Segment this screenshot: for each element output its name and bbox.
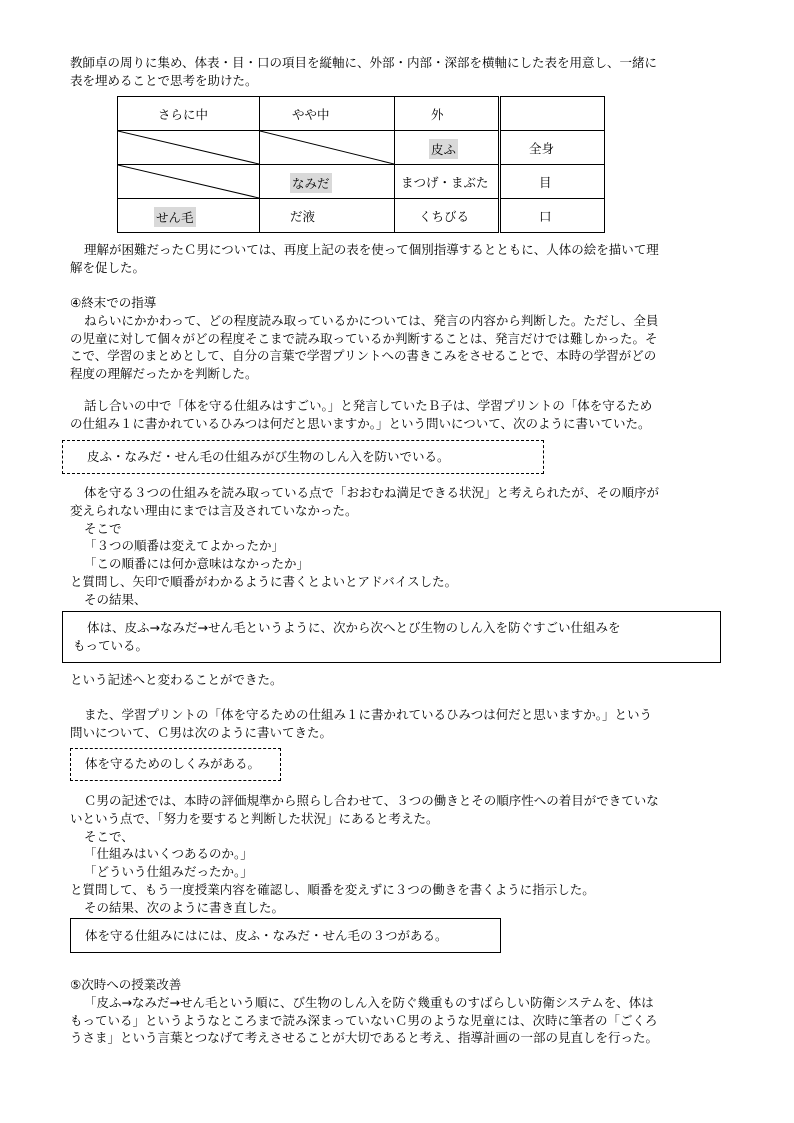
section-heading: ⑤次時への授業改善 bbox=[70, 977, 182, 992]
answer-text: 体を守る仕組みにはには、皮ふ・なみだ・せん毛の３つがある。 bbox=[85, 928, 448, 943]
table-cell: せん毛 bbox=[118, 199, 260, 233]
section-heading: ④終末での指導 bbox=[70, 295, 157, 310]
b-result-paragraph bbox=[70, 671, 740, 689]
diagonal-line bbox=[118, 165, 259, 198]
text-line: いという点で、「努力を要すると判断した状況」にあると考えた。 bbox=[70, 810, 439, 826]
text-line: 体を守る３つの仕組みを読み取っている点で「おおむね満足できる状況」と考えられたが、その順序が bbox=[84, 485, 660, 500]
table-header-cell: やや中 bbox=[260, 97, 395, 131]
text-line: と質問して、もう一度授業内容を確認し、順番を変えずに３つの働きを書くように指示した。 bbox=[70, 881, 595, 897]
c-paragraph bbox=[70, 706, 740, 742]
text-line: 程度の理解だったかを判断した。 bbox=[70, 366, 258, 382]
text-line: そこで、 bbox=[84, 828, 134, 844]
text-line: 教師卓の周りに集め、体表・目・口の項目を縦軸に、外部・内部・深部を横軸にした表を用意し、一緒に bbox=[70, 55, 658, 70]
table-header-cell bbox=[500, 97, 605, 131]
student-answer-box bbox=[70, 748, 281, 781]
table-cell: なみだ bbox=[260, 165, 395, 199]
table-header-cell: さらに中 bbox=[118, 97, 260, 131]
b-paragraph bbox=[70, 397, 740, 433]
answer-text: もっている。 bbox=[73, 638, 149, 653]
answer-text: 体を守るためのしくみがある。 bbox=[85, 756, 261, 771]
table-row bbox=[118, 165, 605, 199]
text-line: そこで bbox=[84, 520, 122, 536]
text-line: 「３つの順番は変えてよかったか」 bbox=[84, 538, 285, 554]
table-cell: だ液 bbox=[260, 199, 395, 233]
table-cell: 口 bbox=[500, 199, 605, 233]
diagonal-line bbox=[260, 131, 394, 164]
text-line: 「どういう仕組みだったか。」 bbox=[84, 864, 253, 880]
revised-answer-box bbox=[70, 918, 501, 953]
text-line: の児童に対して個々がどの程度そこまで読み取っているか判断することは、発言だけでは難しかった。そ bbox=[70, 330, 658, 346]
text-line: 変えられない理由にまでは言及されていなかった。 bbox=[70, 502, 358, 518]
table-cell: まつげ・まぶた bbox=[395, 165, 500, 199]
body-parts-table bbox=[117, 96, 605, 233]
diagonal-line bbox=[118, 131, 259, 164]
table-cell: 目 bbox=[500, 165, 605, 199]
table-header-cell: 外 bbox=[395, 97, 500, 131]
section5 bbox=[70, 976, 740, 1047]
text-line: 解を促した。 bbox=[70, 259, 146, 275]
text-line: もっている」というようなところまで読み深まっていないＣ男のような児童には、次時に筆者の「ごくろ bbox=[70, 1012, 658, 1028]
text-line: 問いについて、Ｃ男は次のように書いてきた。 bbox=[70, 724, 333, 740]
table-cell-empty bbox=[260, 131, 395, 165]
b-eval-paragraph bbox=[70, 484, 740, 609]
table-header-row bbox=[118, 97, 605, 131]
text-line: という記述へと変わることができた。 bbox=[70, 672, 283, 687]
text-line: 「仕組みはいくつあるのか。」 bbox=[84, 846, 253, 862]
text-line: 理解が困難だったＣ男については、再度上記の表を使って個別指導するとともに、人体の絵を描いて理 bbox=[84, 242, 659, 257]
text-line: Ｃ男の記述では、本時の評価規準から照らし合わせて、３つの働きとその順序性への着目ができていな bbox=[84, 793, 659, 808]
section4 bbox=[70, 294, 740, 383]
c-eval-paragraph bbox=[70, 792, 740, 917]
text-line: の仕組み１に書かれているひみつは何だと思いますか。」という問いについて、次のように書いていた。 bbox=[70, 415, 651, 431]
revised-answer-box bbox=[62, 611, 721, 663]
text-line: こで、学習のまとめとして、自分の言葉で学習プリントへの書きこみをさせることで、本時の学習がどの bbox=[70, 348, 657, 364]
table-cell: 全身 bbox=[500, 131, 605, 165]
intro-paragraph bbox=[70, 54, 740, 90]
text-line: と質問し、矢印で順番がわかるように書くとよいとアドバイスした。 bbox=[70, 573, 458, 589]
table-cell: 皮ふ bbox=[395, 131, 500, 165]
text-line: 「皮ふ→なみだ→せん毛という順に、び生物のしん入を防ぐ幾重ものすばらしい防衛システムを、体は bbox=[84, 994, 654, 1010]
answer-text: 体は、皮ふ→なみだ→せん毛というように、次から次へとび生物のしん入を防ぐすごい仕組みを bbox=[87, 620, 621, 635]
text-line: 表を埋めることで思考を助けた。 bbox=[70, 72, 258, 88]
answer-text: 皮ふ・なみだ・せん毛の仕組みがび生物のしん入を防いでいる。 bbox=[87, 449, 450, 464]
text-line: うさま」という言葉とつなげて考えさせることが大切であると考え、指導計画の一部の見直しを行った。 bbox=[70, 1030, 659, 1046]
text-line: また、学習プリントの「体を守るための仕組み１に書かれているひみつは何だと思いますか。」という bbox=[84, 707, 653, 722]
table-cell: くちびる bbox=[395, 199, 500, 233]
text-line: ねらいにかかわって、どの程度読み取っているかについては、発言の内容から判断した。ただし、全員 bbox=[84, 312, 659, 328]
c-help-paragraph bbox=[70, 241, 740, 277]
text-line: 「この順番には何か意味はなかったか」 bbox=[84, 556, 310, 572]
text-line: その結果、 bbox=[84, 591, 147, 607]
table-row bbox=[118, 199, 605, 233]
table-row bbox=[118, 131, 605, 165]
table-cell-empty bbox=[118, 165, 260, 199]
table-cell-empty bbox=[118, 131, 260, 165]
student-answer-box bbox=[62, 440, 544, 474]
text-line: 話し合いの中で「体を守る仕組みはすごい。」と発言していたＢ子は、学習プリントの「体を守るため bbox=[84, 398, 653, 413]
text-line: その結果、次のように書き直した。 bbox=[84, 899, 285, 915]
